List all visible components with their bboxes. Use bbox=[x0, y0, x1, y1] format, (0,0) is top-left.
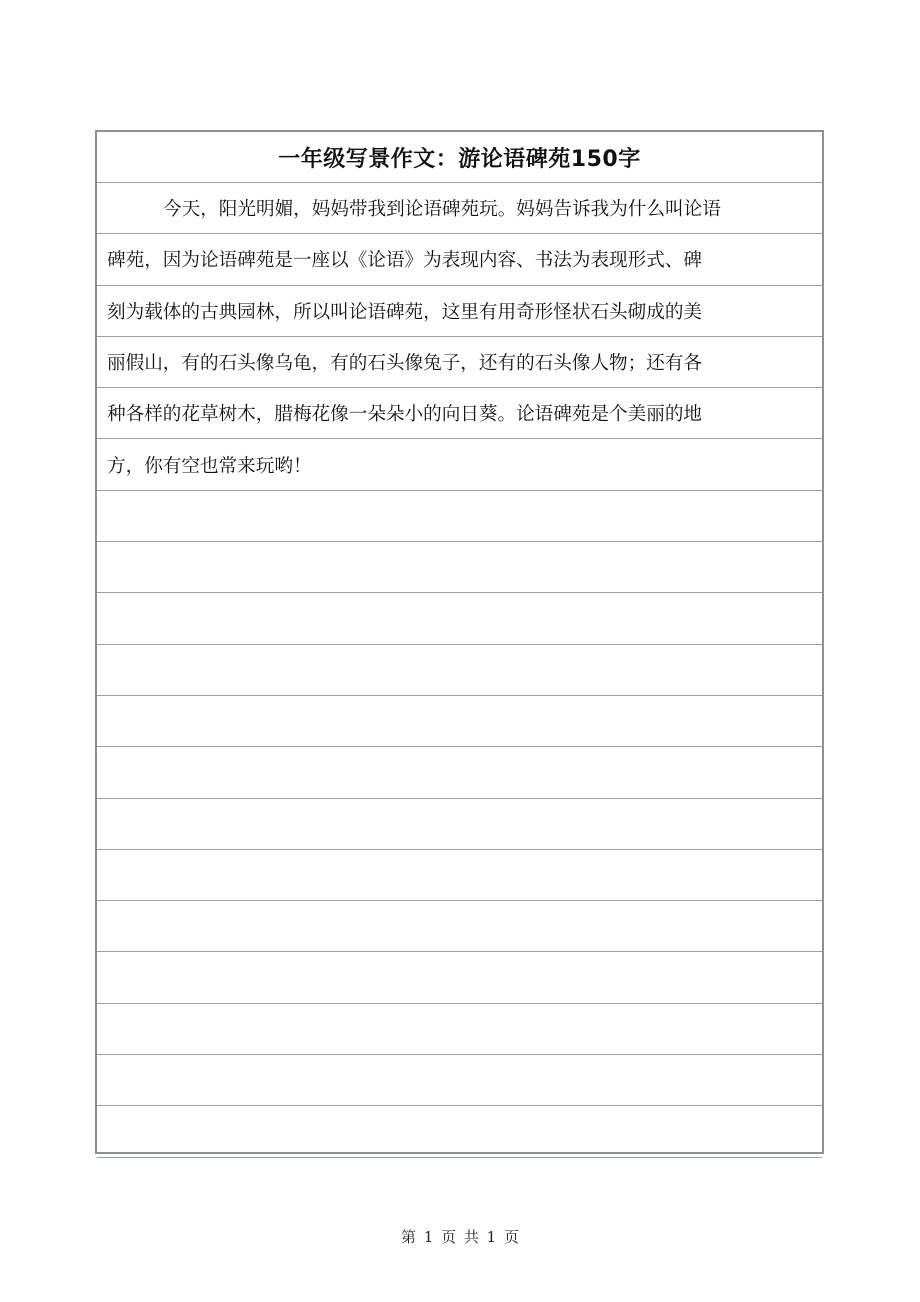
blank-line bbox=[97, 1158, 822, 1209]
essay-line: 种各样的花草树木，腊梅花像一朵朵小的向日葵。论语碑苑是个美丽的地 bbox=[97, 388, 822, 439]
blank-line bbox=[97, 952, 822, 1003]
blank-line bbox=[97, 645, 822, 696]
essay-title: 一年级写景作文：游论语碑苑150字 bbox=[278, 146, 641, 172]
blank-line bbox=[97, 901, 822, 952]
essay-line: 碑苑，因为论语碑苑是一座以《论语》为表现内容、书法为表现形式、碑 bbox=[97, 234, 822, 285]
essay-line: 方，你有空也常来玩哟！ bbox=[97, 439, 822, 490]
blank-line bbox=[97, 491, 822, 542]
essay-line: 刻为载体的古典园林，所以叫论语碑苑，这里有用奇形怪状石头砌成的美 bbox=[97, 286, 822, 337]
blank-line bbox=[97, 593, 822, 644]
essay-line: 今天，阳光明媚，妈妈带我到论语碑苑玩。妈妈告诉我为什么叫论语 bbox=[97, 183, 822, 234]
blank-line bbox=[97, 1106, 822, 1157]
essay-line: 丽假山，有的石头像乌龟，有的石头像兔子，还有的石头像人物；还有各 bbox=[97, 337, 822, 388]
title-row bbox=[97, 132, 822, 183]
blank-line bbox=[97, 542, 822, 593]
blank-line bbox=[97, 696, 822, 747]
essay-sheet bbox=[95, 130, 824, 1154]
blank-line bbox=[97, 799, 822, 850]
page-footer: 第 1 页 共 1 页 bbox=[401, 1228, 519, 1246]
blank-line bbox=[97, 1004, 822, 1055]
blank-line bbox=[97, 747, 822, 798]
blank-line bbox=[97, 850, 822, 901]
blank-line bbox=[97, 1055, 822, 1106]
